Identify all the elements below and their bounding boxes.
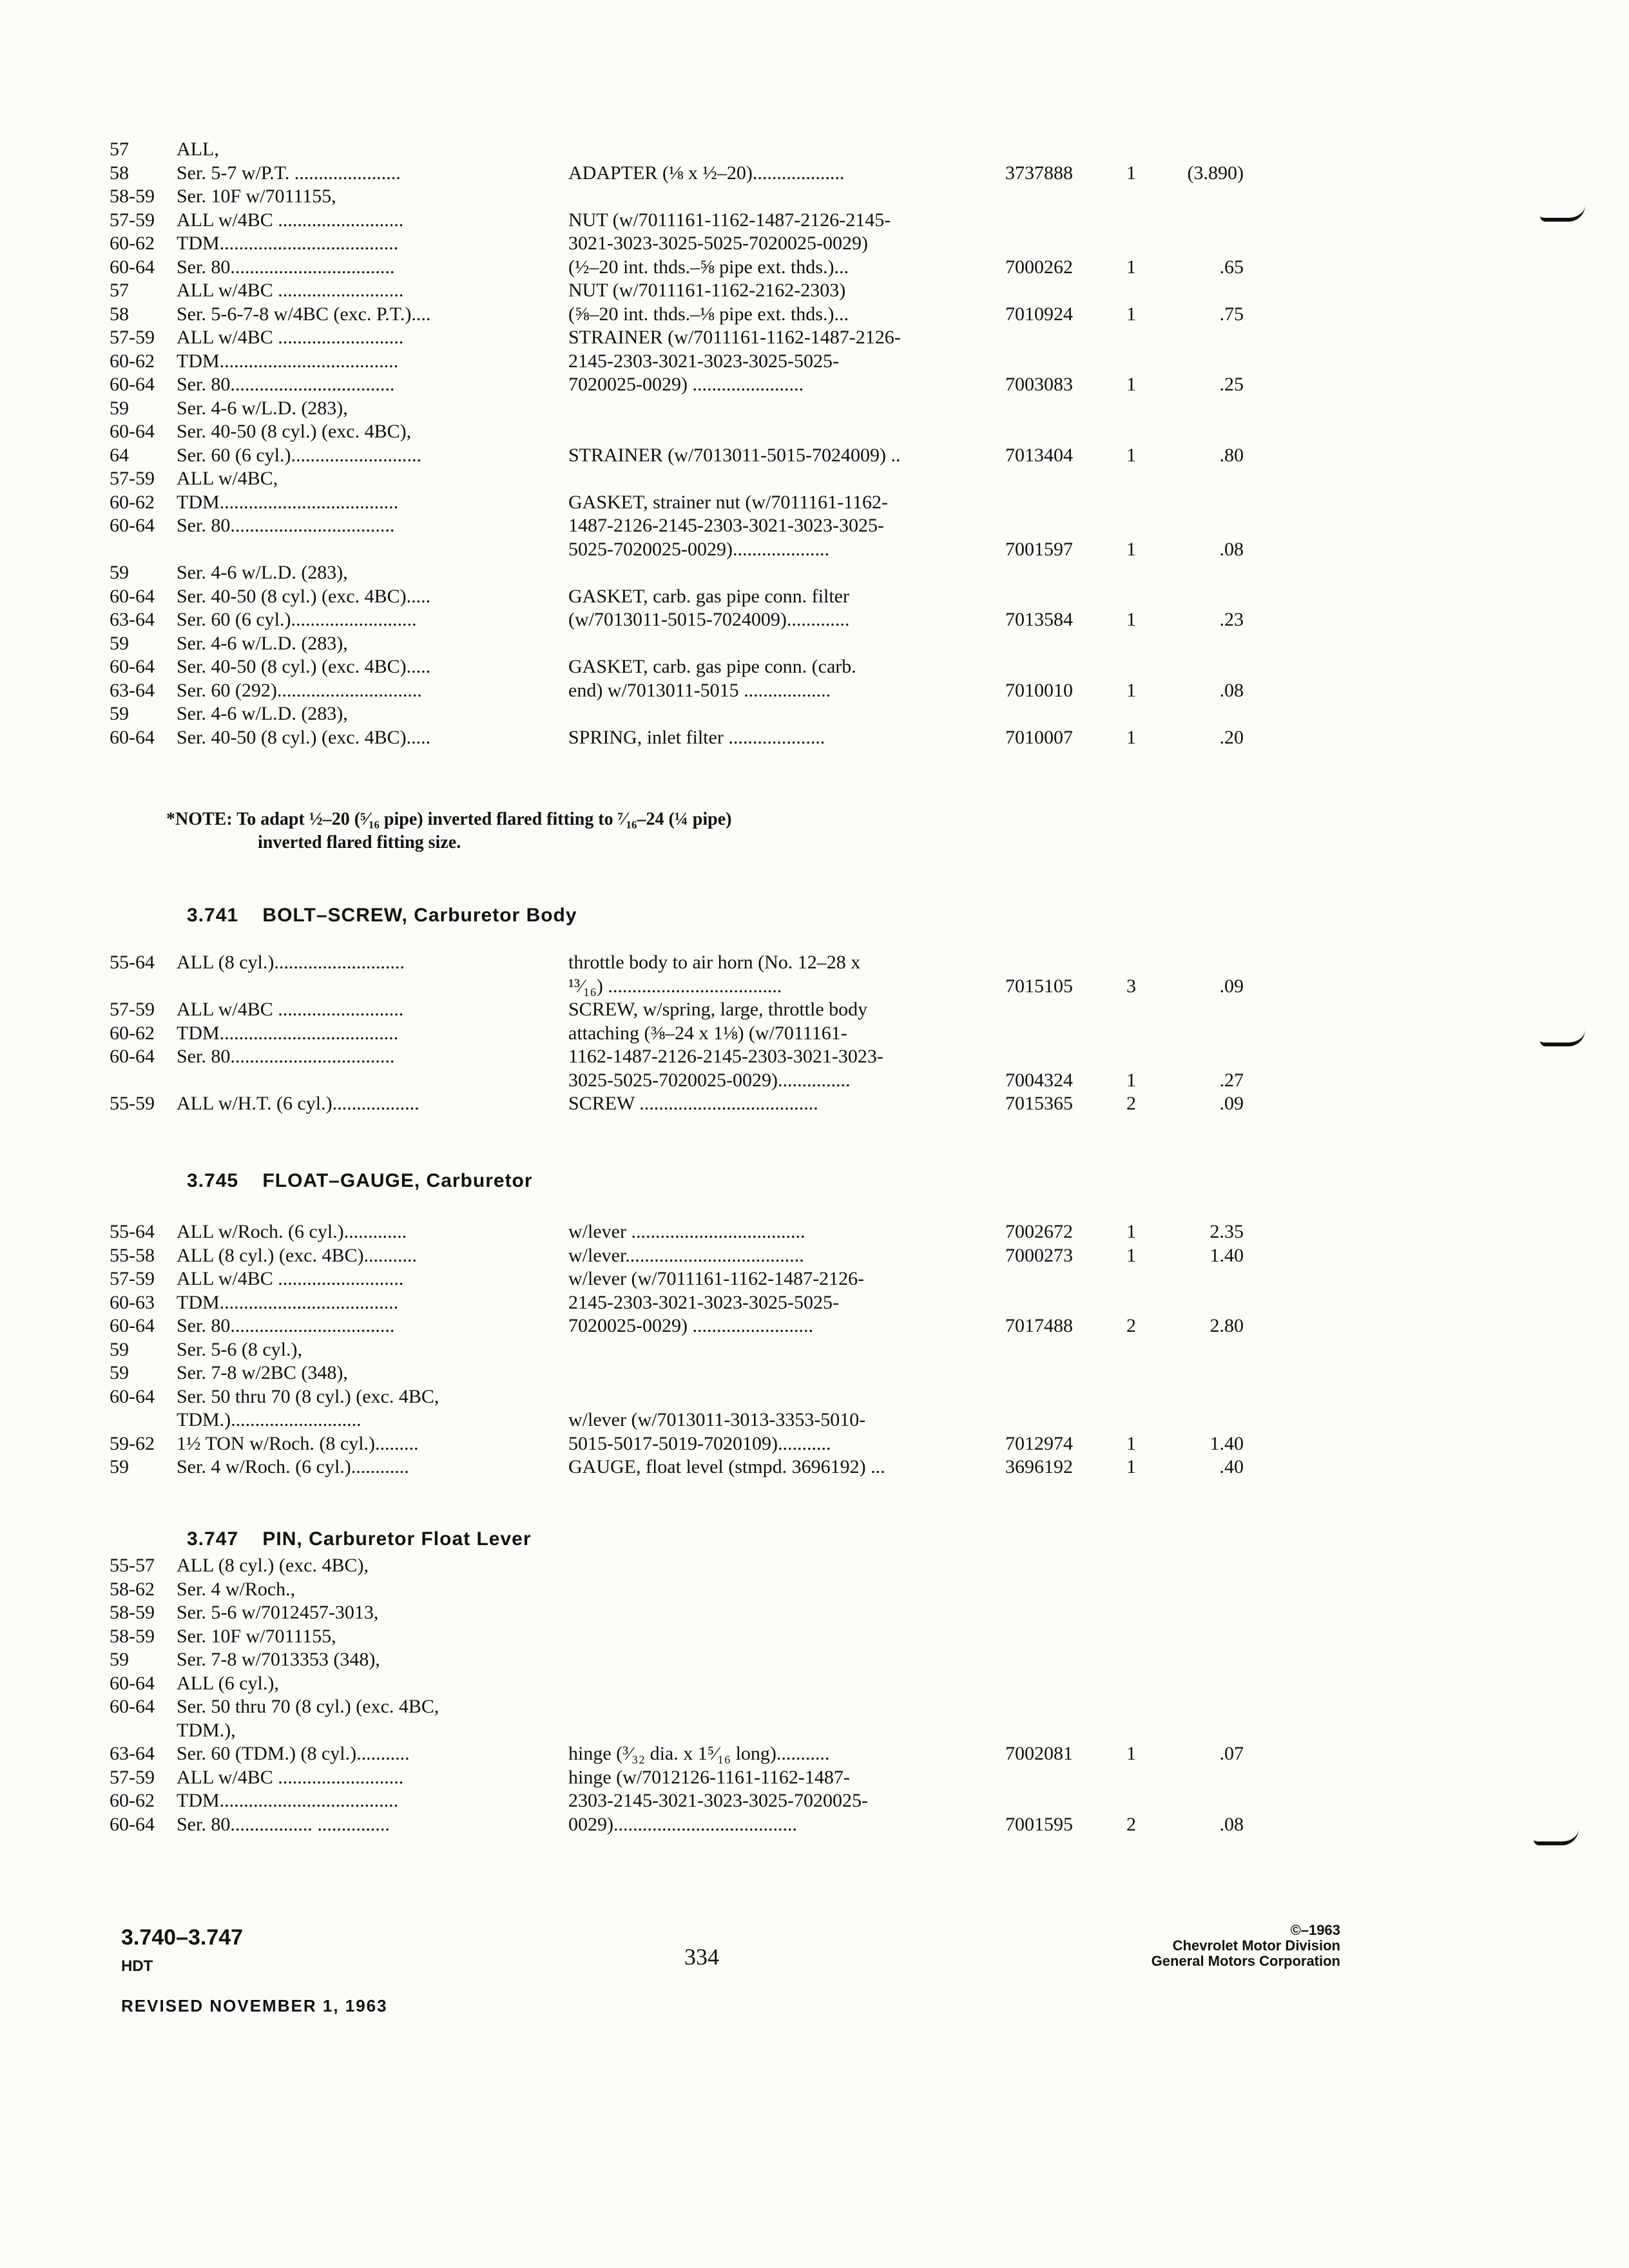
year-cell: 60-62 [110, 350, 155, 372]
description-cell: w/lever (w/7013011-3013-3353-5010- [568, 1409, 866, 1430]
price-cell: .08 [1219, 538, 1244, 560]
application-cell: TDM..................................... [177, 1291, 399, 1313]
year-cell: 57-59 [110, 327, 155, 348]
section-title: FLOAT–GAUGE, Carburetor [262, 1170, 533, 1191]
year-cell: 60-64 [110, 1696, 155, 1717]
description-cell: ¹³⁄₁₆) .................................... [568, 975, 782, 997]
table-row [110, 209, 1527, 233]
year-cell: 58-59 [110, 186, 155, 207]
description-cell: 2303-2145-3021-3023-3025-7020025- [568, 1790, 868, 1811]
part-number-cell: 3737888 [1005, 162, 1073, 184]
year-cell: 55-58 [110, 1244, 155, 1266]
table-row [110, 232, 1527, 256]
year-cell: 58 [110, 162, 129, 184]
quantity-cell: 1 [1126, 162, 1136, 184]
year-cell: 63-64 [110, 609, 155, 630]
table-row [110, 1220, 1527, 1244]
application-cell: Ser. 40-50 (8 cyl.) (exc. 4BC)..... [177, 656, 431, 677]
note-line-1: *NOTE: To adapt ½–20 (⁵⁄₁₆ pipe) inverted flared fitting to ⁷⁄₁₆–24 (¼ pipe) [166, 809, 732, 829]
year-cell: 57-59 [110, 209, 155, 231]
year-cell: 58 [110, 303, 129, 325]
price-cell: (3.890) [1187, 162, 1244, 184]
description-cell: 2145-2303-3021-3023-3025-5025- [568, 350, 839, 372]
binder-mark [1534, 1829, 1579, 1845]
application-cell: Ser. 4-6 w/L.D. (283), [177, 703, 348, 724]
quantity-cell: 1 [1126, 256, 1136, 278]
year-cell: 60-64 [110, 726, 155, 748]
parts-block-3-747 [110, 1554, 1527, 1836]
quantity-cell: 1 [1126, 726, 1136, 748]
year-cell: 55-64 [110, 952, 155, 973]
quantity-cell: 1 [1126, 444, 1136, 466]
section-number: 3.741 [187, 905, 239, 926]
table-row [110, 1578, 1527, 1602]
table-row [110, 420, 1527, 444]
application-cell: Ser. 7-8 w/7013353 (348), [177, 1649, 380, 1670]
application-cell: Ser. 50 thru 70 (8 cyl.) (exc. 4BC, [177, 1696, 439, 1717]
description-cell: end) w/7013011-5015 .................. [568, 679, 831, 701]
table-row [110, 1069, 1527, 1093]
parts-block-3-741 [110, 951, 1527, 1116]
table-row [110, 256, 1527, 280]
quantity-cell: 1 [1126, 609, 1136, 630]
table-row [110, 1432, 1527, 1456]
year-cell: 59 [110, 1362, 129, 1383]
application-cell: ALL w/H.T. (6 cyl.).................. [177, 1093, 419, 1114]
year-cell: 60-64 [110, 374, 155, 395]
part-number-cell: 7013404 [1005, 444, 1073, 466]
description-cell: hinge (w/7012126-1161-1162-1487- [568, 1766, 850, 1788]
description-cell: 1487-2126-2145-2303-3021-3023-3025- [568, 515, 884, 536]
application-cell: Ser. 7-8 w/2BC (348), [177, 1362, 348, 1383]
application-cell: Ser. 80.................................. [177, 1315, 395, 1336]
table-row [110, 561, 1527, 585]
application-cell: Ser. 5-6 (8 cyl.), [177, 1338, 302, 1360]
year-cell: 59 [110, 632, 129, 654]
price-cell: .23 [1219, 609, 1244, 630]
application-cell: Ser. 40-50 (8 cyl.) (exc. 4BC)..... [177, 726, 431, 748]
year-cell: 60-64 [110, 1385, 155, 1407]
application-cell: Ser. 40-50 (8 cyl.) (exc. 4BC), [177, 421, 412, 442]
year-cell: 59 [110, 1338, 129, 1360]
footer-hdt: HDT [121, 1957, 153, 1975]
application-cell: Ser. 10F w/7011155, [177, 186, 336, 207]
price-cell: .40 [1219, 1456, 1244, 1477]
quantity-cell: 1 [1126, 1244, 1136, 1266]
quantity-cell: 1 [1126, 679, 1136, 701]
part-number-cell: 7001597 [1005, 538, 1073, 560]
table-row [110, 514, 1527, 538]
year-cell: 60-62 [110, 1790, 155, 1811]
application-cell: Ser. 4-6 w/L.D. (283), [177, 397, 348, 419]
quantity-cell: 3 [1126, 975, 1136, 997]
parts-block-3-740 [110, 138, 1527, 749]
price-cell: 2.80 [1210, 1315, 1244, 1336]
year-cell: 57-59 [110, 999, 155, 1020]
part-number-cell: 7017488 [1005, 1315, 1073, 1336]
section-number: 3.745 [187, 1170, 239, 1191]
description-cell: 3025-5025-7020025-0029)............... [568, 1069, 851, 1091]
part-number-cell: 3696192 [1005, 1456, 1073, 1477]
price-cell: .09 [1219, 1093, 1244, 1114]
table-row [110, 1456, 1527, 1479]
application-cell: Ser. 80.................................. [177, 256, 395, 278]
footer-section-range: 3.740–3.747 [121, 1925, 244, 1950]
year-cell: 63-64 [110, 679, 155, 701]
table-row [110, 998, 1527, 1022]
application-cell: ALL w/4BC .......................... [177, 327, 404, 348]
description-cell: GASKET, strainer nut (w/7011161-1162- [568, 491, 889, 513]
description-cell: STRAINER (w/7011161-1162-1487-2126- [568, 327, 901, 348]
year-cell: 59 [110, 703, 129, 724]
description-cell: GASKET, carb. gas pipe conn. (carb. [568, 656, 856, 677]
description-cell: 1162-1487-2126-2145-2303-3021-3023- [568, 1046, 883, 1067]
table-row [110, 1742, 1527, 1766]
price-cell: .75 [1219, 303, 1244, 325]
application-cell: Ser. 60 (TDM.) (8 cyl.)........... [177, 1743, 410, 1764]
description-cell: (⅝–20 int. thds.–⅛ pipe ext. thds.)... [568, 303, 849, 325]
table-row [110, 303, 1527, 327]
price-cell: .25 [1219, 374, 1244, 395]
corporation-name: General Motors Corporation [1151, 1953, 1340, 1969]
table-row [110, 702, 1527, 726]
table-row [110, 1267, 1527, 1291]
year-cell: 59 [110, 397, 129, 419]
year-cell: 57-59 [110, 1268, 155, 1289]
part-number-cell: 7010924 [1005, 303, 1073, 325]
year-cell: 60-64 [110, 421, 155, 442]
copyright-year: ©–1963 [1290, 1922, 1340, 1938]
application-cell: ALL w/4BC .......................... [177, 1268, 404, 1289]
application-cell: TDM..................................... [177, 350, 399, 372]
application-cell: Ser. 4-6 w/L.D. (283), [177, 632, 348, 654]
footer-copyright [1031, 1923, 1340, 1969]
application-cell: Ser. 10F w/7011155, [177, 1625, 336, 1647]
quantity-cell: 1 [1126, 538, 1136, 560]
price-cell: .08 [1219, 679, 1244, 701]
table-row [110, 1408, 1527, 1432]
year-cell: 60-64 [110, 656, 155, 677]
table-row [110, 467, 1527, 491]
application-cell: Ser. 50 thru 70 (8 cyl.) (exc. 4BC, [177, 1385, 439, 1407]
price-cell: 1.40 [1210, 1432, 1244, 1454]
table-row [110, 491, 1527, 515]
description-cell: 2145-2303-3021-3023-3025-5025- [568, 1291, 839, 1313]
quantity-cell: 1 [1126, 374, 1136, 395]
year-cell: 60-62 [110, 233, 155, 254]
year-cell: 58-59 [110, 1602, 155, 1623]
application-cell: ALL w/4BC .......................... [177, 280, 404, 301]
description-cell: SPRING, inlet filter .................... [568, 726, 825, 748]
table-row [110, 1672, 1527, 1696]
application-cell: ALL w/4BC .......................... [177, 209, 404, 231]
description-cell: w/lever..................................... [568, 1244, 804, 1266]
year-cell: 60-64 [110, 1315, 155, 1336]
description-cell: throttle body to air horn (No. 12–28 x [568, 952, 861, 973]
part-number-cell: 7010007 [1005, 726, 1073, 748]
quantity-cell: 2 [1126, 1315, 1136, 1336]
application-cell: Ser. 5-6 w/7012457-3013, [177, 1602, 379, 1623]
part-number-cell: 7015105 [1005, 975, 1073, 997]
year-cell: 55-57 [110, 1555, 155, 1576]
table-row [110, 1314, 1527, 1338]
part-number-cell: 7002672 [1005, 1221, 1073, 1242]
year-cell: 60-64 [110, 1672, 155, 1694]
year-cell: 59 [110, 1649, 129, 1670]
table-row [110, 1022, 1527, 1046]
table-row [110, 1244, 1527, 1268]
section-header-3-745 [187, 1170, 533, 1192]
price-cell: .20 [1219, 726, 1244, 748]
price-cell: .07 [1219, 1743, 1244, 1764]
description-cell: GAUGE, float level (stmpd. 3696192) ... [568, 1456, 885, 1477]
section-header-3-747 [187, 1528, 532, 1550]
year-cell: 60-64 [110, 585, 155, 607]
application-cell: Ser. 4 w/Roch., [177, 1578, 296, 1600]
table-row [110, 1766, 1527, 1790]
application-cell: 1½ TON w/Roch. (8 cyl.)......... [177, 1432, 419, 1454]
application-cell: ALL w/4BC .......................... [177, 1766, 404, 1788]
application-cell: Ser. 5-6-7-8 w/4BC (exc. P.T.).... [177, 303, 431, 325]
price-cell: .80 [1219, 444, 1244, 466]
table-row [110, 1385, 1527, 1409]
division-name: Chevrolet Motor Division [1172, 1937, 1340, 1954]
section-header-3-741 [187, 905, 577, 927]
quantity-cell: 1 [1126, 1432, 1136, 1454]
application-cell: TDM..................................... [177, 233, 399, 254]
application-cell: TDM.), [177, 1719, 236, 1741]
part-number-cell: 7012974 [1005, 1432, 1073, 1454]
year-cell: 63-64 [110, 1743, 155, 1764]
year-cell: 57-59 [110, 1766, 155, 1788]
part-number-cell: 7010010 [1005, 679, 1073, 701]
application-cell: ALL (8 cyl.)........................... [177, 952, 405, 973]
note [166, 808, 731, 854]
table-row [110, 1601, 1527, 1625]
price-cell: .08 [1219, 1813, 1244, 1835]
table-row [110, 397, 1527, 421]
quantity-cell: 2 [1126, 1093, 1136, 1114]
table-row [110, 1648, 1527, 1672]
part-number-cell: 7000273 [1005, 1244, 1073, 1266]
price-cell: 1.40 [1210, 1244, 1244, 1266]
description-cell: hinge (³⁄₃₂ dia. x 1⁵⁄₁₆ long)........... [568, 1743, 830, 1764]
year-cell: 59 [110, 1456, 129, 1477]
application-cell: ALL w/4BC .......................... [177, 999, 404, 1020]
part-number-cell: 7004324 [1005, 1069, 1073, 1091]
description-cell: SCREW, w/spring, large, throttle body [568, 999, 868, 1020]
application-cell: ALL (8 cyl.) (exc. 4BC)........... [177, 1244, 417, 1266]
application-cell: ALL, [177, 139, 219, 160]
part-number-cell: 7002081 [1005, 1743, 1073, 1764]
description-cell: 7020025-0029) ......................... [568, 1315, 813, 1336]
table-row [110, 1045, 1527, 1069]
quantity-cell: 1 [1126, 1069, 1136, 1091]
table-row [110, 608, 1527, 632]
application-cell: ALL (8 cyl.) (exc. 4BC), [177, 1555, 369, 1576]
table-row [110, 1719, 1527, 1743]
quantity-cell: 1 [1126, 1743, 1136, 1764]
price-cell: 2.35 [1210, 1221, 1244, 1242]
application-cell: Ser. 80.................................. [177, 515, 395, 536]
application-cell: Ser. 80................. ............... [177, 1813, 390, 1835]
parts-block-3-745 [110, 1220, 1527, 1479]
table-row [110, 726, 1527, 750]
application-cell: Ser. 80.................................. [177, 374, 395, 395]
table-row [110, 975, 1527, 999]
application-cell: Ser. 60 (292).............................. [177, 679, 422, 701]
year-cell: 59 [110, 562, 129, 583]
application-cell: Ser. 4-6 w/L.D. (283), [177, 562, 348, 583]
table-row [110, 538, 1527, 562]
table-row [110, 585, 1527, 609]
part-number-cell: 7000262 [1005, 256, 1073, 278]
year-cell: 60-62 [110, 1022, 155, 1044]
year-cell: 60-63 [110, 1291, 155, 1313]
part-number-cell: 7013584 [1005, 609, 1073, 630]
year-cell: 55-64 [110, 1221, 155, 1242]
description-cell: 7020025-0029) ....................... [568, 374, 804, 395]
description-cell: NUT (w/7011161-1162-2162-2303) [568, 280, 846, 301]
table-row [110, 350, 1527, 374]
year-cell: 60-64 [110, 515, 155, 536]
year-cell: 60-62 [110, 491, 155, 513]
table-row [110, 373, 1527, 397]
binder-mark [1540, 1030, 1585, 1046]
application-cell: ALL (6 cyl.), [177, 1672, 279, 1694]
year-cell: 58-62 [110, 1578, 155, 1600]
description-cell: attaching (⅜–24 x 1⅛) (w/7011161- [568, 1022, 847, 1044]
year-cell: 60-64 [110, 1813, 155, 1835]
application-cell: Ser. 5-7 w/P.T. ...................... [177, 162, 401, 184]
table-row [110, 326, 1527, 350]
year-cell: 57 [110, 280, 129, 301]
year-cell: 58-59 [110, 1625, 155, 1647]
application-cell: TDM..................................... [177, 491, 399, 513]
description-cell: GASKET, carb. gas pipe conn. filter [568, 585, 849, 607]
description-cell: NUT (w/7011161-1162-1487-2126-2145- [568, 209, 891, 231]
section-number: 3.747 [187, 1528, 239, 1550]
application-cell: ALL w/4BC, [177, 468, 278, 489]
table-row [110, 1338, 1527, 1362]
price-cell: .65 [1219, 256, 1244, 278]
quantity-cell: 2 [1126, 1813, 1136, 1835]
application-cell: Ser. 60 (6 cyl.)........................... [177, 444, 421, 466]
description-cell: 3021-3023-3025-5025-7020025-0029) [568, 233, 868, 254]
table-row [110, 632, 1527, 656]
part-number-cell: 7001595 [1005, 1813, 1073, 1835]
table-row [110, 951, 1527, 975]
description-cell: w/lever .................................... [568, 1221, 805, 1242]
price-cell: .27 [1219, 1069, 1244, 1091]
application-cell: TDM.)........................... [177, 1409, 361, 1430]
quantity-cell: 1 [1126, 1221, 1136, 1242]
year-cell: 64 [110, 444, 129, 466]
table-row [110, 162, 1527, 186]
application-cell: TDM..................................... [177, 1790, 399, 1811]
section-title: PIN, Carburetor Float Lever [262, 1528, 532, 1550]
description-cell: (½–20 int. thds.–⅝ pipe ext. thds.)... [568, 256, 849, 278]
table-row [110, 1789, 1527, 1813]
note-line-2: inverted flared fitting size. [258, 832, 461, 852]
table-row [110, 655, 1527, 679]
part-number-cell: 7015365 [1005, 1093, 1073, 1114]
part-number-cell: 7003083 [1005, 374, 1073, 395]
table-row [110, 279, 1527, 303]
application-cell: TDM..................................... [177, 1022, 399, 1044]
description-cell: 5015-5017-5019-7020109)........... [568, 1432, 831, 1454]
table-row [110, 1813, 1527, 1837]
year-cell: 57-59 [110, 468, 155, 489]
description-cell: STRAINER (w/7013011-5015-7024009) .. [568, 444, 901, 466]
year-cell: 57 [110, 139, 129, 160]
price-cell: .09 [1219, 975, 1244, 997]
table-row [110, 1092, 1527, 1116]
description-cell: SCREW ..................................... [568, 1093, 818, 1114]
section-title: BOLT–SCREW, Carburetor Body [262, 905, 577, 926]
table-row [110, 679, 1527, 703]
description-cell: w/lever (w/7011161-1162-1487-2126- [568, 1268, 865, 1289]
application-cell: Ser. 60 (6 cyl.).......................... [177, 609, 417, 630]
application-cell: Ser. 80.................................. [177, 1046, 395, 1067]
description-cell: ADAPTER (⅛ x ½–20)................... [568, 162, 845, 184]
table-row [110, 1361, 1527, 1385]
table-row [110, 444, 1527, 468]
table-row [110, 1291, 1527, 1315]
application-cell: Ser. 40-50 (8 cyl.) (exc. 4BC)..... [177, 585, 431, 607]
description-cell: (w/7013011-5015-7024009)............. [568, 609, 850, 630]
year-cell: 59-62 [110, 1432, 155, 1454]
table-row [110, 1554, 1527, 1578]
binder-mark [1540, 205, 1585, 222]
table-row [110, 1695, 1527, 1719]
year-cell: 55-59 [110, 1093, 155, 1114]
quantity-cell: 1 [1126, 303, 1136, 325]
quantity-cell: 1 [1126, 1456, 1136, 1477]
table-row [110, 138, 1527, 162]
year-cell: 60-64 [110, 1046, 155, 1067]
description-cell: 5025-7020025-0029).................... [568, 538, 829, 560]
page-number: 334 [684, 1944, 719, 1970]
description-cell: 0029)...................................... [568, 1813, 797, 1835]
application-cell: Ser. 4 w/Roch. (6 cyl.)............ [177, 1456, 409, 1477]
table-row [110, 1625, 1527, 1649]
application-cell: ALL w/Roch. (6 cyl.)............. [177, 1221, 407, 1242]
table-row [110, 185, 1527, 209]
footer-revised: REVISED NOVEMBER 1, 1963 [121, 1996, 388, 2015]
year-cell: 60-64 [110, 256, 155, 278]
